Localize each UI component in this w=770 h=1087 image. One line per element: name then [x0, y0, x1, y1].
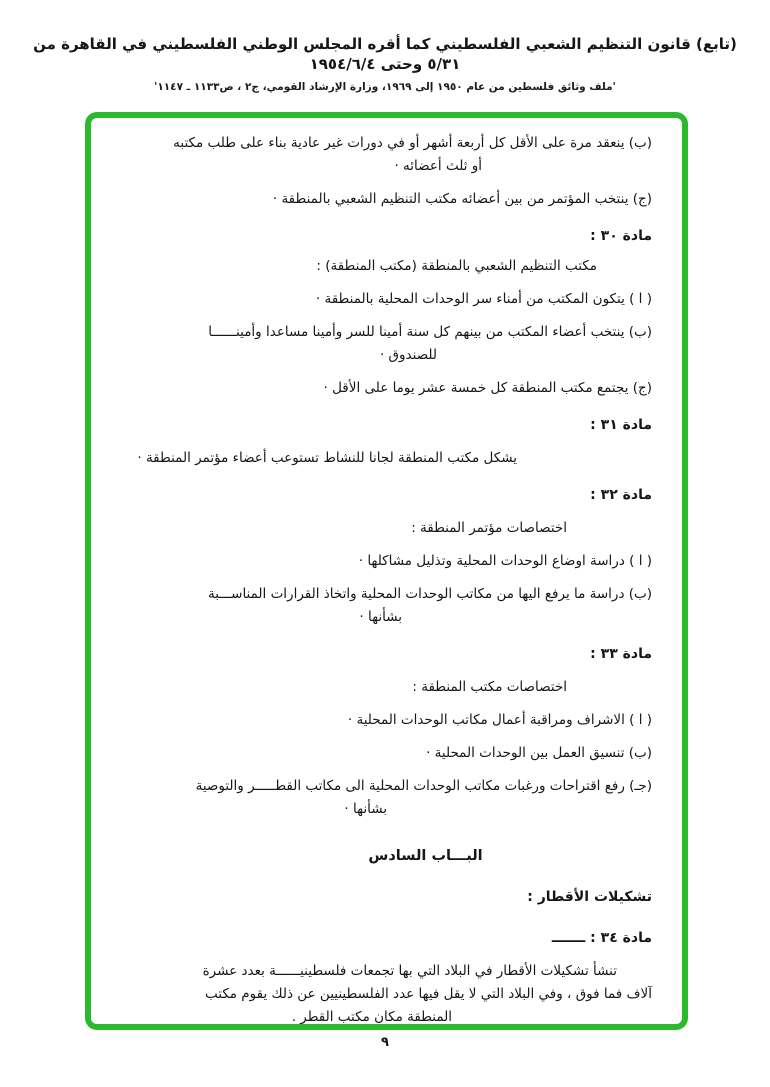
document-header [0, 34, 770, 93]
article-heading-33: مادة ٣٣ : [590, 646, 652, 662]
clause-line: ( ا ) الاشراف ومراقبة أعمال مكاتب الوحدات المحلية · [347, 712, 652, 728]
clause-continuation: بشأنها · [359, 609, 402, 625]
clause-line: (ب) ينعقد مرة على الأقل كل أربعة أشهر أو في دورات غير عادية بناء على طلب مكتبه [173, 135, 652, 151]
clause-line: (ج) يجتمع مكتب المنطقة كل خمسة عشر يوما على الأقل · [323, 380, 652, 396]
subheading: اختصاصات مؤتمر المنطقة : [411, 520, 567, 536]
subheading: اختصاصات مكتب المنطقة : [412, 679, 567, 695]
body-paragraph: المنطقة مكان مكتب القطر . [291, 1009, 452, 1025]
article-heading-31: مادة ٣١ : [590, 417, 652, 433]
section-heading: تشكيلات الأقطار : [527, 889, 652, 905]
article-heading-34: مادة ٣٤ : ـــــــ [551, 930, 652, 946]
subheading: مكتب التنظيم الشعبي بالمنطقة (مكتب المنطقة) : [316, 258, 597, 274]
clause-continuation: بشأنها · [344, 801, 387, 817]
chapter-heading: البـــاب السادس [368, 848, 483, 864]
body-paragraph: يشكل مكتب المنطقة لجانا للنشاط تستوعب أعضاء مؤتمر المنطقة · [137, 450, 517, 466]
clause-continuation: للصندوق · [379, 347, 437, 363]
article-heading-30: مادة ٣٠ : [590, 228, 652, 244]
article-heading-32: مادة ٣٢ : [590, 487, 652, 503]
clause-line: (ب) دراسة ما يرفع اليها من مكاتب الوحدات المحلية واتخاذ القرارات المناســـبة [207, 586, 652, 602]
body-paragraph: آلاف فما فوق ، وفي البلاد التي لا يقل فيها عدد الفلسطينيين عن ذلك يقوم مكتب [204, 986, 652, 1002]
source-citation: 'ملف وثائق فلسطين من عام ١٩٥٠ إلى ١٩٦٩، وزارة الإرشاد القومي، ج٢ ، ص١١٣٣ ـ ١١٤٧' [154, 81, 616, 93]
clause-line: ( ا ) دراسة اوضاع الوحدات المحلية وتذليل مشاكلها · [358, 553, 652, 569]
clause-line: ( ا ) يتكون المكتب من أمناء سر الوحدات المحلية بالمنطقة · [315, 291, 652, 307]
clause-line: (ج) ينتخب المؤتمر من بين أعضائه مكتب التنظيم الشعبي بالمنطقة · [272, 191, 652, 207]
green-border-frame [85, 112, 688, 1030]
clause-line: (ب) ينتخب أعضاء المكتب من بينهم كل سنة أمينا للسر وأمينا مساعدا وأمينــــــا [208, 324, 652, 340]
page-number: ٩ [381, 1035, 389, 1050]
clause-continuation: أو ثلث أعضائه · [394, 158, 482, 174]
body-paragraph: تنشأ تشكيلات الأقطار في البلاد التي بها تجمعات فلسطينيــــــة بعدد عشرة [202, 963, 617, 979]
clause-line: (ب) تنسيق العمل بين الوحدات المحلية · [426, 745, 652, 761]
clause-line: (جـ) رفع اقتراحات ورغبات مكاتب الوحدات المحلية الى مكاتب القطـــــر والتوصية [195, 778, 652, 794]
document-title: (تابع) قانون التنظيم الشعبي الفلسطيني كما أقره المجلس الوطني الفلسطيني في القاهرة من ٥/٣١ وحتى ١٩٥٤/٦/٤ [33, 35, 737, 73]
